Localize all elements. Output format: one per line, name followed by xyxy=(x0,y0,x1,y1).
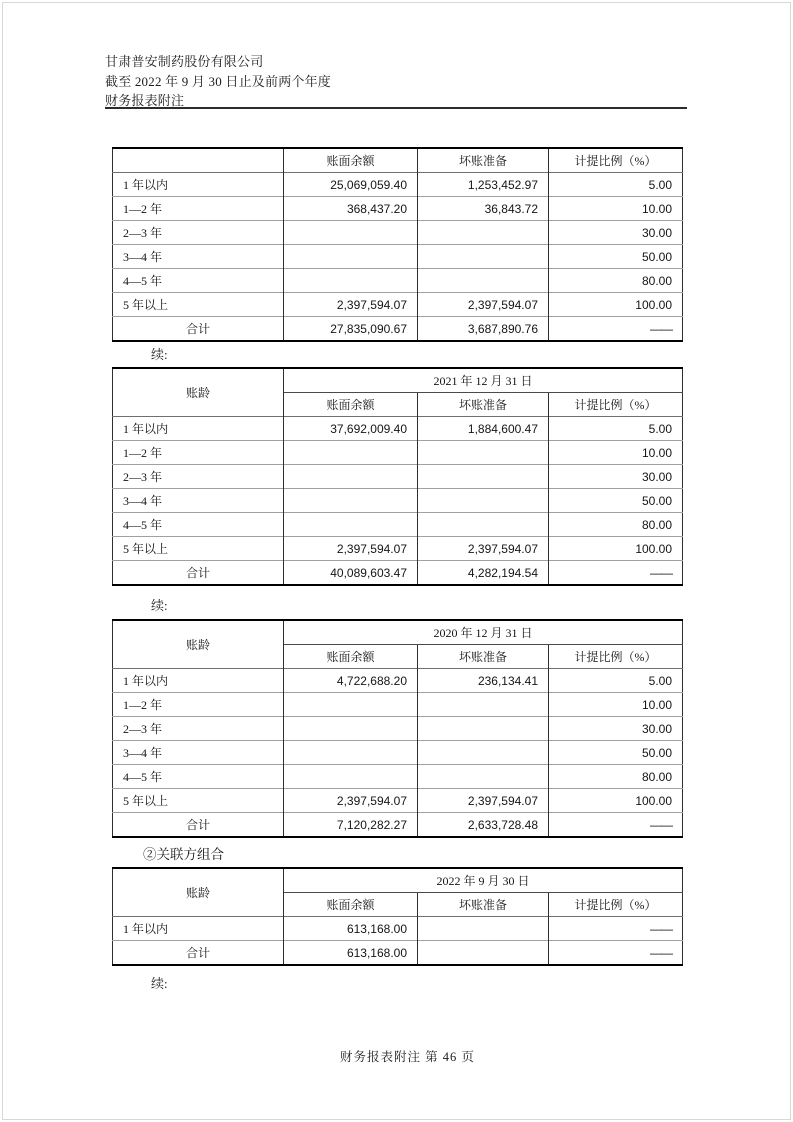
cell-bad-debt xyxy=(418,717,549,741)
table-total-row xyxy=(113,317,683,342)
cell-bad-debt xyxy=(418,765,549,789)
table-row xyxy=(113,717,683,741)
cell-aging-label: 3—4 年 xyxy=(113,741,284,765)
cell-ratio: 50.00 xyxy=(549,489,683,513)
cell-bad-debt xyxy=(418,693,549,717)
cell-aging-label: 1—2 年 xyxy=(113,441,284,465)
header-rule xyxy=(105,107,687,109)
table-row xyxy=(113,489,683,513)
table-row xyxy=(113,173,683,197)
table-row xyxy=(113,221,683,245)
cell-aging-label: 5 年以上 xyxy=(113,789,284,813)
cell-ratio: —— xyxy=(549,317,683,342)
aging-table-continuation xyxy=(112,147,683,342)
cell-book-balance xyxy=(284,221,418,245)
cell-total-label: 合计 xyxy=(113,941,284,966)
cell-ratio: 5.00 xyxy=(549,669,683,693)
cell-bad-debt xyxy=(418,941,549,966)
cell-bad-debt xyxy=(418,917,549,941)
cell-bad-debt: 3,687,890.76 xyxy=(418,317,549,342)
date-header: 2020 年 12 月 31 日 xyxy=(284,620,683,645)
report-period: 截至 2022 年 9 月 30 日止及前两个年度 xyxy=(105,73,332,89)
col-header-ratio: 计提比例（%） xyxy=(549,893,683,917)
date-header: 2021 年 12 月 31 日 xyxy=(284,368,683,393)
table-row xyxy=(113,693,683,717)
cell-book-balance xyxy=(284,741,418,765)
col-header-book-balance: 账面余额 xyxy=(284,393,418,417)
cell-ratio: 10.00 xyxy=(549,197,683,221)
cell-ratio: 80.00 xyxy=(549,765,683,789)
cell-bad-debt: 36,843.72 xyxy=(418,197,549,221)
table-row xyxy=(113,465,683,489)
cell-book-balance: 2,397,594.07 xyxy=(284,789,418,813)
cell-ratio: 5.00 xyxy=(549,173,683,197)
table-total-row xyxy=(113,941,683,966)
cell-ratio: 100.00 xyxy=(549,537,683,561)
cell-book-balance xyxy=(284,269,418,293)
cell-aging-label: 2—3 年 xyxy=(113,717,284,741)
cell-book-balance: 368,437.20 xyxy=(284,197,418,221)
col-header-empty xyxy=(113,148,284,173)
cell-ratio: 30.00 xyxy=(549,221,683,245)
cell-bad-debt: 2,397,594.07 xyxy=(418,789,549,813)
table-row xyxy=(113,917,683,941)
cell-total-label: 合计 xyxy=(113,561,284,586)
table-total-row xyxy=(113,561,683,586)
cell-aging-label: 1 年以内 xyxy=(113,173,284,197)
cell-book-balance: 7,120,282.27 xyxy=(284,813,418,838)
doc-title: 财务报表附注 xyxy=(105,93,185,108)
table-date-row xyxy=(113,620,683,645)
date-header: 2022 年 9 月 30 日 xyxy=(284,868,683,893)
table-row xyxy=(113,293,683,317)
table-row xyxy=(113,789,683,813)
table-row xyxy=(113,197,683,221)
table-row xyxy=(113,441,683,465)
cell-bad-debt: 236,134.41 xyxy=(418,669,549,693)
table-date-row xyxy=(113,368,683,393)
page-footer: 财务报表附注 第 46 页 xyxy=(340,1050,475,1064)
cell-aging-label: 5 年以上 xyxy=(113,293,284,317)
cell-book-balance: 2,397,594.07 xyxy=(284,293,418,317)
cell-book-balance: 25,069,059.40 xyxy=(284,173,418,197)
cell-book-balance: 40,089,603.47 xyxy=(284,561,418,586)
cell-ratio: 10.00 xyxy=(549,441,683,465)
col-header-ratio: 计提比例（%） xyxy=(549,148,683,173)
cell-ratio: 100.00 xyxy=(549,789,683,813)
col-header-bad-debt: 坏账准备 xyxy=(418,148,549,173)
cell-book-balance xyxy=(284,717,418,741)
continued-label: 续: xyxy=(151,976,168,991)
cell-ratio: 50.00 xyxy=(549,245,683,269)
cell-aging-label: 3—4 年 xyxy=(113,245,284,269)
cell-book-balance xyxy=(284,765,418,789)
cell-ratio: 50.00 xyxy=(549,741,683,765)
table-row xyxy=(113,513,683,537)
cell-aging-label: 4—5 年 xyxy=(113,513,284,537)
company-name: 甘肃普安制药股份有限公司 xyxy=(105,54,264,69)
cell-aging-label: 5 年以上 xyxy=(113,537,284,561)
document-header xyxy=(105,52,331,111)
cell-book-balance xyxy=(284,693,418,717)
col-header-bad-debt: 坏账准备 xyxy=(418,393,549,417)
col-header-ratio: 计提比例（%） xyxy=(549,393,683,417)
cell-book-balance: 27,835,090.67 xyxy=(284,317,418,342)
col-header-book-balance: 账面余额 xyxy=(284,893,418,917)
continued-label: 续: xyxy=(151,347,168,362)
col-header-book-balance: 账面余额 xyxy=(284,645,418,669)
aging-column-header: 账龄 xyxy=(185,886,210,900)
cell-bad-debt: 1,884,600.47 xyxy=(418,417,549,441)
cell-ratio: —— xyxy=(549,561,683,586)
cell-aging-label: 3—4 年 xyxy=(113,489,284,513)
cell-book-balance: 613,168.00 xyxy=(284,917,418,941)
cell-total-label: 合计 xyxy=(113,317,284,342)
cell-book-balance xyxy=(284,245,418,269)
related-party-aging-table-2022 xyxy=(112,867,683,966)
cell-bad-debt xyxy=(418,465,549,489)
cell-ratio: 30.00 xyxy=(549,465,683,489)
col-header-book-balance: 账面余额 xyxy=(284,148,418,173)
table-row xyxy=(113,765,683,789)
table-header-row xyxy=(113,148,683,173)
cell-ratio: —— xyxy=(549,941,683,966)
table-row xyxy=(113,741,683,765)
table-total-row xyxy=(113,813,683,838)
section-label-related-party: ②关联方组合 xyxy=(143,847,224,862)
cell-bad-debt xyxy=(418,489,549,513)
cell-ratio: 10.00 xyxy=(549,693,683,717)
cell-book-balance xyxy=(284,489,418,513)
cell-bad-debt xyxy=(418,221,549,245)
cell-bad-debt: 2,397,594.07 xyxy=(418,537,549,561)
cell-bad-debt xyxy=(418,269,549,293)
table-date-row xyxy=(113,868,683,893)
cell-ratio: 80.00 xyxy=(549,513,683,537)
aging-table-2020 xyxy=(112,619,683,838)
cell-bad-debt xyxy=(418,245,549,269)
cell-ratio: —— xyxy=(549,813,683,838)
cell-ratio: 30.00 xyxy=(549,717,683,741)
cell-book-balance xyxy=(284,441,418,465)
cell-aging-label: 1 年以内 xyxy=(113,417,284,441)
cell-aging-label: 1 年以内 xyxy=(113,669,284,693)
cell-bad-debt xyxy=(418,741,549,765)
table-row xyxy=(113,537,683,561)
col-header-bad-debt: 坏账准备 xyxy=(418,645,549,669)
cell-ratio: —— xyxy=(549,917,683,941)
aging-column-header: 账龄 xyxy=(185,386,210,400)
cell-ratio: 80.00 xyxy=(549,269,683,293)
cell-book-balance: 2,397,594.07 xyxy=(284,537,418,561)
cell-aging-label: 1—2 年 xyxy=(113,693,284,717)
cell-bad-debt xyxy=(418,441,549,465)
cell-ratio: 5.00 xyxy=(549,417,683,441)
table-row xyxy=(113,269,683,293)
cell-aging-label: 2—3 年 xyxy=(113,221,284,245)
cell-aging-label: 1—2 年 xyxy=(113,197,284,221)
table-row xyxy=(113,245,683,269)
col-header-bad-debt: 坏账准备 xyxy=(418,893,549,917)
cell-aging-label: 4—5 年 xyxy=(113,269,284,293)
cell-aging-label: 2—3 年 xyxy=(113,465,284,489)
cell-book-balance: 37,692,009.40 xyxy=(284,417,418,441)
table-row xyxy=(113,669,683,693)
cell-book-balance xyxy=(284,465,418,489)
cell-bad-debt: 1,253,452.97 xyxy=(418,173,549,197)
cell-book-balance: 613,168.00 xyxy=(284,941,418,966)
cell-total-label: 合计 xyxy=(113,813,284,838)
cell-bad-debt xyxy=(418,513,549,537)
cell-bad-debt: 4,282,194.54 xyxy=(418,561,549,586)
continued-label: 续: xyxy=(151,598,168,613)
cell-book-balance: 4,722,688.20 xyxy=(284,669,418,693)
cell-bad-debt: 2,633,728.48 xyxy=(418,813,549,838)
cell-aging-label: 4—5 年 xyxy=(113,765,284,789)
cell-bad-debt: 2,397,594.07 xyxy=(418,293,549,317)
col-header-ratio: 计提比例（%） xyxy=(549,645,683,669)
aging-column-header: 账龄 xyxy=(185,638,210,652)
cell-aging-label: 1 年以内 xyxy=(113,917,284,941)
aging-table-2021 xyxy=(112,367,683,586)
cell-ratio: 100.00 xyxy=(549,293,683,317)
table-row xyxy=(113,417,683,441)
cell-book-balance xyxy=(284,513,418,537)
